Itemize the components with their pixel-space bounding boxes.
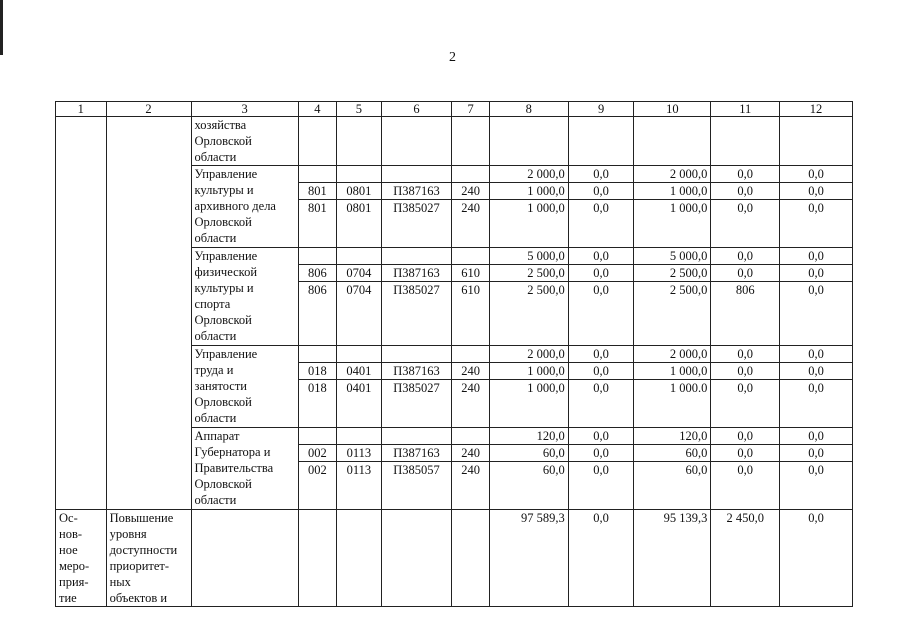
empty-cell <box>568 117 634 166</box>
activity-type-line: нов- <box>59 527 83 541</box>
cell-c8: 1 000,0 <box>489 380 568 428</box>
cell-c5: 0801 <box>337 183 382 200</box>
budget-table <box>55 101 853 607</box>
recipient-name-line: Управление <box>194 167 258 181</box>
total-c8: 97 589,3 <box>489 510 568 607</box>
cell-c9: 0,0 <box>568 265 634 282</box>
cell-c4: 806 <box>298 282 336 346</box>
cell-c9: 0,0 <box>568 200 634 248</box>
cell-c4: 018 <box>298 363 336 380</box>
empty-cell <box>711 117 780 166</box>
recipient-name-cell <box>191 428 298 510</box>
cell-c11: 0,0 <box>711 462 780 510</box>
cell-c10: 120,0 <box>634 428 711 445</box>
cell-c7: 610 <box>452 282 489 346</box>
empty-cell <box>381 117 452 166</box>
cell-c9: 0,0 <box>568 346 634 363</box>
cell-c6: П385027 <box>381 282 452 346</box>
activity-name-line: доступности <box>109 543 178 557</box>
cell-c10: 60,0 <box>634 462 711 510</box>
cell-c6: П385057 <box>381 462 452 510</box>
cell-c11: 0,0 <box>711 363 780 380</box>
cell-c9: 0,0 <box>568 462 634 510</box>
cell-c9: 0,0 <box>568 363 634 380</box>
cell-c5: 0401 <box>337 380 382 428</box>
header-cell-2: 2 <box>106 102 191 117</box>
header-cell-3: 3 <box>191 102 298 117</box>
recipient-name-line: труда и <box>194 363 234 377</box>
cell-c4: 801 <box>298 200 336 248</box>
cell-c12: 0,0 <box>780 363 853 380</box>
cell-c12: 0,0 <box>780 380 853 428</box>
header-cell-11: 11 <box>711 102 780 117</box>
scan-edge-mark <box>0 0 3 55</box>
activity-name-line: Повышение <box>109 511 174 525</box>
cell-c5: 0401 <box>337 363 382 380</box>
activity-name-line: объектов и <box>109 591 168 605</box>
cell-c5: 0801 <box>337 200 382 248</box>
cell-c5: 0113 <box>337 462 382 510</box>
total-c12: 0,0 <box>780 510 853 607</box>
cell-c12: 0,0 <box>780 248 853 265</box>
recipient-name-cell <box>191 248 298 346</box>
cell-c12: 0,0 <box>780 200 853 248</box>
cell-c11: 0,0 <box>711 265 780 282</box>
header-cell-8: 8 <box>489 102 568 117</box>
cell-c5 <box>337 346 382 363</box>
cell-c10: 2 500,0 <box>634 265 711 282</box>
cell-c7 <box>452 346 489 363</box>
cell-c9: 0,0 <box>568 282 634 346</box>
cell-c8: 5 000,0 <box>489 248 568 265</box>
cell-c5: 0704 <box>337 265 382 282</box>
activity-type-line: тие <box>59 591 77 605</box>
recipient-name-line: Управление <box>194 249 258 263</box>
cell-c7: 240 <box>452 462 489 510</box>
cell-c12: 0,0 <box>780 265 853 282</box>
cell-c11: 0,0 <box>711 166 780 183</box>
activity-type-cell <box>56 510 107 607</box>
continuation-line: Орловской <box>194 134 252 148</box>
recipient-name-line: культуры и <box>194 281 254 295</box>
cell-c11: 0,0 <box>711 346 780 363</box>
header-cell-4: 4 <box>298 102 336 117</box>
cell-c8: 60,0 <box>489 462 568 510</box>
cell-c8: 2 500,0 <box>489 265 568 282</box>
cell-c11: 0,0 <box>711 428 780 445</box>
cell-c6: П387163 <box>381 363 452 380</box>
page-number: 2 <box>449 50 456 65</box>
cell-c6 <box>381 346 452 363</box>
cell-c6 <box>381 248 452 265</box>
recipient-name-line: Управление <box>194 347 258 361</box>
cell-c12: 0,0 <box>780 462 853 510</box>
cell-c11: 0,0 <box>711 380 780 428</box>
cell-c7 <box>452 248 489 265</box>
activity-name-line: приоритет- <box>109 559 170 573</box>
recipient-name-line: области <box>194 329 237 343</box>
activity-name-line: ных <box>109 575 131 589</box>
cell-c11: 0,0 <box>711 445 780 462</box>
recipient-name-line: Аппарат <box>194 429 240 443</box>
cell-c11: 806 <box>711 282 780 346</box>
cell-c12: 0,0 <box>780 346 853 363</box>
cell-c9: 0,0 <box>568 380 634 428</box>
cell-c12: 0,0 <box>780 445 853 462</box>
cell-c10: 1 000,0 <box>634 363 711 380</box>
empty-cell <box>298 117 336 166</box>
recipient-name-line: физической <box>194 265 258 279</box>
cell-c10: 60,0 <box>634 445 711 462</box>
cell-c6: П385027 <box>381 380 452 428</box>
cell-c7: 240 <box>452 380 489 428</box>
cell-c4: 018 <box>298 380 336 428</box>
main-activity-row <box>56 510 853 607</box>
empty-cell <box>452 510 489 607</box>
recipient-name-line: области <box>194 411 237 425</box>
cell-c9: 0,0 <box>568 445 634 462</box>
header-row <box>56 102 853 117</box>
empty-cell <box>780 117 853 166</box>
cell-c9: 0,0 <box>568 248 634 265</box>
cell-c4 <box>298 248 336 265</box>
cell-c10: 2 000,0 <box>634 166 711 183</box>
continuation-col3 <box>191 117 298 166</box>
continuation-line: области <box>194 150 237 164</box>
cell-c4 <box>298 346 336 363</box>
cell-c4 <box>298 166 336 183</box>
cell-c4: 002 <box>298 445 336 462</box>
empty-cell <box>489 117 568 166</box>
empty-cell <box>381 510 452 607</box>
cell-c7: 240 <box>452 183 489 200</box>
cell-c11: 0,0 <box>711 248 780 265</box>
continuation-col1 <box>56 117 107 510</box>
table-body <box>56 102 853 607</box>
cell-c11: 0,0 <box>711 200 780 248</box>
cell-c7: 610 <box>452 265 489 282</box>
cell-c10: 1 000.0 <box>634 380 711 428</box>
cell-c5: 0113 <box>337 445 382 462</box>
cell-c5: 0704 <box>337 282 382 346</box>
cell-c5 <box>337 428 382 445</box>
cell-c6 <box>381 428 452 445</box>
recipient-name-line: занятости <box>194 379 247 393</box>
cell-c8: 1 000,0 <box>489 183 568 200</box>
cell-c10: 2 000,0 <box>634 346 711 363</box>
header-cell-9: 9 <box>568 102 634 117</box>
recipient-name-line: области <box>194 231 237 245</box>
total-c10: 95 139,3 <box>634 510 711 607</box>
cell-c10: 2 500,0 <box>634 282 711 346</box>
cell-c12: 0,0 <box>780 282 853 346</box>
empty-cell <box>337 510 382 607</box>
cell-c8: 120,0 <box>489 428 568 445</box>
activity-type-line: ное <box>59 543 78 557</box>
cell-c7 <box>452 428 489 445</box>
cell-c4 <box>298 428 336 445</box>
cell-c6: П387163 <box>381 183 452 200</box>
empty-cell <box>452 117 489 166</box>
recipient-name-line: области <box>194 493 237 507</box>
activity-type-line: меро- <box>59 559 90 573</box>
cell-c10: 5 000,0 <box>634 248 711 265</box>
continuation-line: хозяйства <box>194 118 247 132</box>
recipient-name-line: Правительства <box>194 461 274 475</box>
cell-c7: 240 <box>452 363 489 380</box>
cell-c4: 002 <box>298 462 336 510</box>
recipient-name-line: спорта <box>194 297 231 311</box>
cell-c6: П385027 <box>381 200 452 248</box>
cell-c8: 1 000,0 <box>489 200 568 248</box>
cell-c7: 240 <box>452 200 489 248</box>
recipient-name-line: Орловской <box>194 395 252 409</box>
header-cell-7: 7 <box>452 102 489 117</box>
empty-cell <box>298 510 336 607</box>
cell-c12: 0,0 <box>780 428 853 445</box>
cell-c4: 801 <box>298 183 336 200</box>
cell-c7: 240 <box>452 445 489 462</box>
recipient-name-cell <box>191 346 298 428</box>
cell-c5 <box>337 166 382 183</box>
cell-c10: 1 000,0 <box>634 200 711 248</box>
header-cell-5: 5 <box>337 102 382 117</box>
recipient-name-line: Орловской <box>194 215 252 229</box>
header-cell-1: 1 <box>56 102 107 117</box>
recipient-name-line: архивного дела <box>194 199 276 213</box>
cell-c8: 1 000,0 <box>489 363 568 380</box>
cell-c4: 806 <box>298 265 336 282</box>
cell-c12: 0,0 <box>780 183 853 200</box>
recipient-name-line: Губернатора и <box>194 445 271 459</box>
cell-c6: П387163 <box>381 265 452 282</box>
cell-c9: 0,0 <box>568 428 634 445</box>
header-cell-12: 12 <box>780 102 853 117</box>
empty-cell <box>337 117 382 166</box>
cell-c5 <box>337 248 382 265</box>
cell-c8: 2 500,0 <box>489 282 568 346</box>
total-c11: 2 450,0 <box>711 510 780 607</box>
total-c9: 0,0 <box>568 510 634 607</box>
recipient-name-line: Орловской <box>194 477 252 491</box>
cell-c6 <box>381 166 452 183</box>
empty-cell <box>634 117 711 166</box>
cell-c7 <box>452 166 489 183</box>
continuation-row <box>56 117 853 166</box>
cell-c10: 1 000,0 <box>634 183 711 200</box>
recipient-name-line: культуры и <box>194 183 254 197</box>
recipient-name-cell <box>191 166 298 248</box>
activity-name-cell <box>106 510 191 607</box>
cell-c9: 0,0 <box>568 166 634 183</box>
cell-c12: 0,0 <box>780 166 853 183</box>
continuation-col2 <box>106 117 191 510</box>
recipient-name-line: Орловской <box>194 313 252 327</box>
activity-type-line: Ос- <box>59 511 78 525</box>
cell-c11: 0,0 <box>711 183 780 200</box>
header-cell-10: 10 <box>634 102 711 117</box>
activity-type-line: прия- <box>59 575 89 589</box>
cell-c8: 60,0 <box>489 445 568 462</box>
empty-cell <box>191 510 298 607</box>
cell-c9: 0,0 <box>568 183 634 200</box>
cell-c8: 2 000,0 <box>489 166 568 183</box>
header-cell-6: 6 <box>381 102 452 117</box>
cell-c6: П387163 <box>381 445 452 462</box>
cell-c8: 2 000,0 <box>489 346 568 363</box>
activity-name-line: уровня <box>109 527 147 541</box>
